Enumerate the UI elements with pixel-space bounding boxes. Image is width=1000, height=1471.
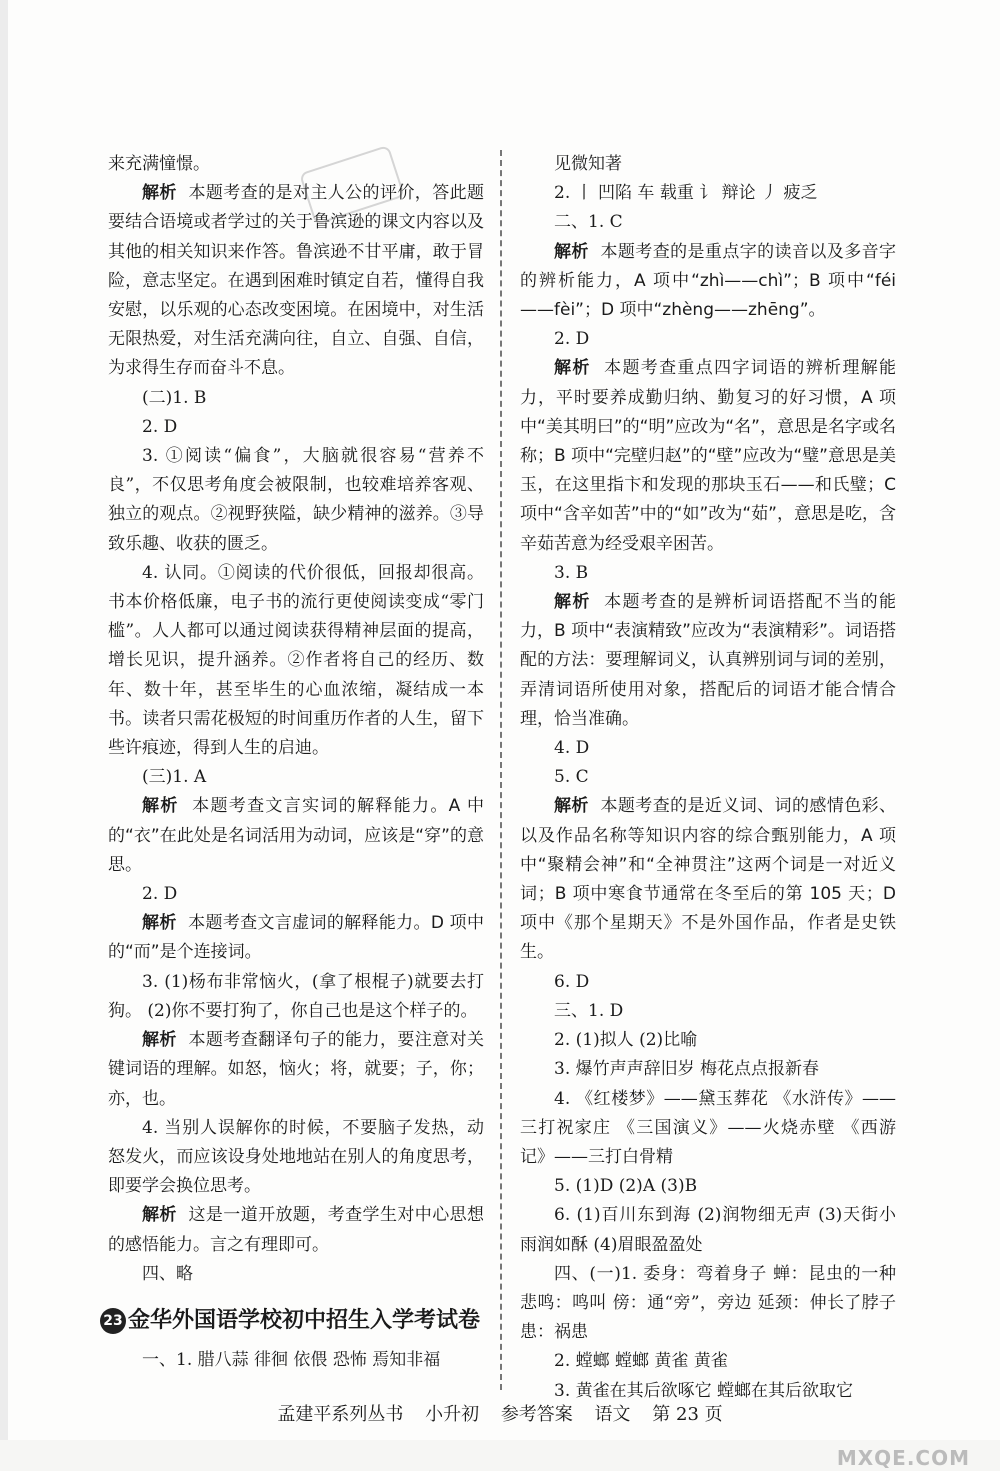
answer-item: 2. D bbox=[142, 416, 178, 437]
footer-subject: 语文 bbox=[594, 1404, 631, 1425]
exam-title: 23 金华外国语学校初中招生入学考试卷 bbox=[100, 1303, 484, 1334]
answer-item: 5. (1)D (2)A (3)B bbox=[554, 1176, 698, 1197]
text-line: 见微知著 bbox=[554, 154, 622, 174]
answer-item: 6. D bbox=[554, 971, 590, 992]
footer-series: 孟建平系列丛书 bbox=[277, 1404, 404, 1425]
answer-item: 四、略 bbox=[142, 1263, 193, 1284]
analysis-paragraph: 解析 本题考查翻译句子的能力，要注意对关键词语的理解。如怒，恼火；将，就要；子，你；亦，也。 bbox=[108, 1030, 485, 1109]
analysis-label: 解析 bbox=[554, 241, 589, 262]
answer-item: 5. C bbox=[554, 767, 589, 788]
watermark-logo: MXQE.COM bbox=[836, 1446, 970, 1470]
footer-level: 小升初 bbox=[425, 1404, 480, 1425]
analysis-label: 解析 bbox=[554, 358, 591, 379]
answer-item: 2. 丨 凹陷 车 载重 讠 辩论 丿 疲乏 bbox=[554, 183, 818, 204]
analysis-paragraph: 解析 这是一道开放题，考查学生对中心思想的感悟能力。言之有理即可。 bbox=[108, 1205, 485, 1255]
analysis-label: 解析 bbox=[142, 1205, 177, 1226]
analysis-label: 解析 bbox=[142, 913, 177, 934]
scan-edge-left bbox=[0, 0, 8, 1471]
answer-item: 3. (1)杨布非常恼火，(拿了根棍子)就要去打狗。 (2)你不要打狗了，你自己也是这个样子的。 bbox=[108, 971, 484, 1021]
analysis-label: 解析 bbox=[142, 1030, 177, 1051]
answer-item: 2. 螳螂 螳螂 黄雀 黄雀 bbox=[554, 1351, 728, 1372]
answer-item: 4. 当别人误解你的时候，不要脑子发热，动怒发火，而应该设身处地地站在别人的角度思考，即要学会换位思考。 bbox=[108, 1117, 484, 1197]
answer-item: (三)1. A bbox=[142, 767, 207, 788]
answer-item: 4. 认同。①阅读的代价很低，回报却很高。书本价格低廉，电子书的流行更使阅读变成“零门槛”。人人都可以通过阅读获得精神层面的提高，增长见识，提升涵养。②作者将自己的经历、数年、数十年，甚至毕生的心血浓缩，凝结成一本书。读者只需花极短的时间重历作者的人生，留下些许痕迹，得到人生的启迪。 bbox=[108, 562, 484, 759]
analysis-label: 解析 bbox=[142, 183, 177, 204]
right-column bbox=[520, 150, 896, 1406]
analysis-paragraph: 解析 本题考查重点四字词语的辨析理解能力，平时要养成勤归纳、勤复习的好习惯，A 项中“美其明曰”的“明”应改为“名”，意思是名字或名称；B 项中“完壁归赵”的“壁”应改为“璧”意思是美玉，在这里指卞和发现的那块玉石——和氏璧；C 项中“含辛如苦”中的“如”改为“茹”，意思是吃，含辛茹苦意为经受艰辛困苦。 bbox=[520, 358, 897, 554]
analysis-paragraph: 解析 本题考查的是对主人公的评价，答此题要结合语境或者学过的关于鲁滨逊的课文内容以及其他的相关知识来作答。鲁滨逊不甘平庸，敢于冒险，意志坚定。在遇到困难时镇定自若，懂得自我安慰，以乐观的心态改变困境。在困境中，对生活无限热爱，对生活充满向往，自立、自强、自信，为求得生存而奋斗不息。 bbox=[108, 183, 485, 379]
text-line: 来充满憧憬。 bbox=[108, 154, 210, 174]
analysis-paragraph: 解析 本题考查的是重点字的读音以及多音字的辨析能力，A 项中“zhì——chì”；B 项中“féi——fèi”；D 项中“zhèng——zhēng”。 bbox=[520, 241, 897, 321]
analysis-paragraph: 解析 本题考查的是近义词、词的感情色彩、以及作品名称等知识内容的综合甄别能力，A 项中“聚精会神”和“全神贯注”这两个词是一对近义词；B 项中寒食节通常在冬至后的第 105 天；D 项中《那个星期天》不是外国作品，作者是史铁生。 bbox=[520, 796, 897, 963]
answer-item: 3. B bbox=[554, 562, 589, 583]
footer-kind: 参考答案 bbox=[500, 1404, 573, 1425]
analysis-paragraph: 解析 本题考查文言实词的解释能力。A 中的“衣”在此处是名词活用为动词，应该是“穿”的意思。 bbox=[108, 796, 485, 875]
answer-item: (二)1. B bbox=[142, 387, 207, 408]
answer-item: 三、1. D bbox=[554, 1000, 624, 1021]
answer-item: 2. D bbox=[554, 329, 590, 350]
answer-item: 四、(一)1. 委身：弯着身子 蝉：昆虫的一种 悲鸣：鸣叫 傍：通“旁”，旁边 延颈：伸长了脖子 患：祸患 bbox=[520, 1263, 896, 1343]
answer-item: 6. (1)百川东到海 (2)润物细无声 (3)天街小雨润如酥 (4)眉眼盈盈处 bbox=[520, 1205, 896, 1255]
footer-page-number: 第 23 页 bbox=[652, 1404, 723, 1425]
answer-item: 2. D bbox=[142, 884, 178, 905]
exam-number-badge: 23 bbox=[100, 1308, 126, 1334]
column-divider bbox=[500, 150, 502, 1390]
answer-item: 一、1. 腊八蒜 徘徊 依偎 恐怖 焉知非福 bbox=[142, 1349, 441, 1370]
answer-item: 2. (1)拟人 (2)比喻 bbox=[554, 1030, 698, 1051]
answer-item: 4. 《红楼梦》——黛玉葬花 《水浒传》——三打祝家庄 《三国演义》——火烧赤壁 《西游记》——三打白骨精 bbox=[520, 1088, 896, 1167]
answer-item: 二、1. C bbox=[554, 212, 623, 233]
answer-item: 3. 爆竹声声辞旧岁 梅花点点报新春 bbox=[554, 1059, 820, 1080]
answer-item: 3. 黄雀在其后欲啄它 螳螂在其后欲取它 bbox=[554, 1380, 854, 1401]
analysis-label: 解析 bbox=[142, 796, 179, 817]
analysis-paragraph: 解析 本题考查的是辨析词语搭配不当的能力，B 项中“表演精致”应改为“表演精彩”。词语搭配的方法：要理解词义，认真辨别词与词的差别，弄清词语所使用对象，搭配后的词语才能合情合理，恰当准确。 bbox=[520, 592, 897, 729]
analysis-label: 解析 bbox=[554, 796, 589, 817]
analysis-paragraph: 解析 本题考查文言虚词的解释能力。D 项中的“而”是个连接词。 bbox=[108, 913, 484, 963]
answer-item: 3. ①阅读“偏食”，大脑就很容易“营养不良”，不仅思考角度会被限制，也较难培养客观、独立的观点。②视野狭隘，缺少精神的滋养。③导致乐趣、收获的匮乏。 bbox=[108, 446, 484, 554]
analysis-label: 解析 bbox=[554, 592, 591, 613]
left-column bbox=[103, 150, 485, 1375]
answer-item: 4. D bbox=[554, 738, 590, 759]
page-footer bbox=[0, 1400, 1000, 1426]
